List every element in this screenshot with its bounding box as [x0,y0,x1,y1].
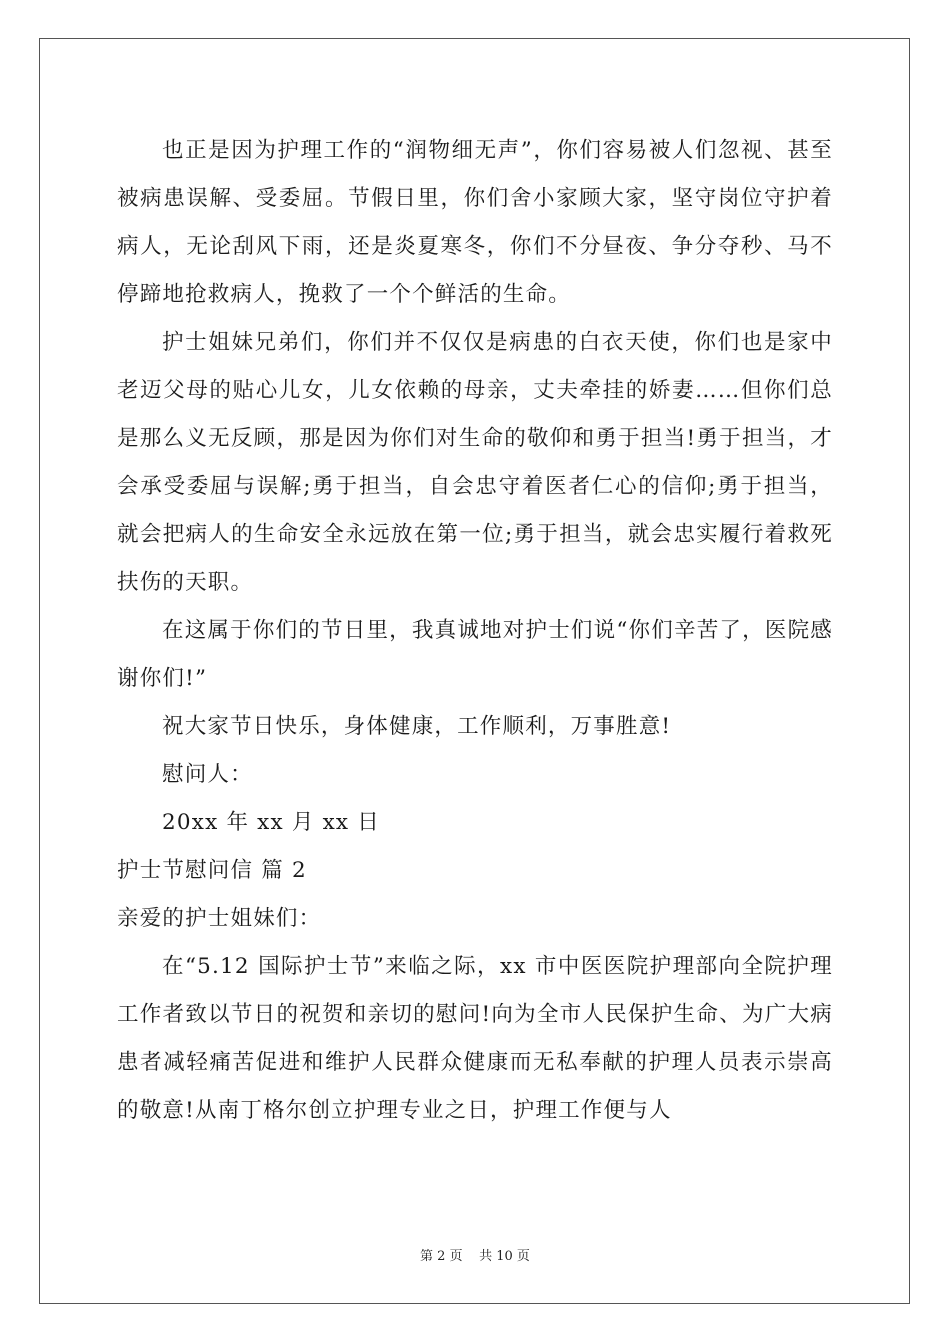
signature-label: 慰问人： [162,762,253,787]
paragraph-4: 在“5.12 国际护士节”来临之际，xx 市中医医院护理部向全院护理工作者致以节日的祝贺和亲切的慰问!向为全市人民保护生命、为广大病患者减轻痛苦促进和维护人民群众健康而无私奉献的护理人员表示崇高的敬意!从南丁格尔创立护理专业之日，护理工作便与人 [117,954,833,1123]
page-number: 第 2 页 [420,1249,463,1264]
document-body [117,127,833,1135]
section-heading: 护士节慰问信 篇 2 [117,858,307,883]
paragraph-2: 护士姐妹兄弟们，你们并不仅仅是病患的白衣天使，你们也是家中老迈父母的贴心儿女，儿女依赖的母亲，丈夫牵挂的娇妻……但你们总是那么义无反顾，那是因为你们对生命的敬仰和勇于担当!勇于担当，才会承受委屈与误解;勇于担当，自会忠守着医者仁心的信仰;勇于担当，就会把病人的生命安全永远放在第一位;勇于担当，就会忠实履行着救死扶伤的天职。 [117,330,833,595]
date-line: 20xx 年 xx 月 xx 日 [162,810,380,835]
paragraph-3: 在这属于你们的节日里，我真诚地对护士们说“你们辛苦了，医院感谢你们!” [117,618,833,691]
paragraph-1: 也正是因为护理工作的“润物细无声”，你们容易被人们忽视、甚至被病患误解、受委屈。节假日里，你们舍小家顾大家，坚守岗位守护着病人，无论刮风下雨，还是炎夏寒冬，你们不分昼夜、争分夺秒、马不停蹄地抢救病人，挽救了一个个鲜活的生命。 [117,138,833,307]
paragraph-greeting-wishes: 祝大家节日快乐，身体健康，工作顺利，万事胜意! [162,714,672,739]
page-footer [0,1245,950,1264]
salutation: 亲爱的护士姐妹们： [117,906,322,931]
page-total: 共 10 页 [479,1249,530,1264]
